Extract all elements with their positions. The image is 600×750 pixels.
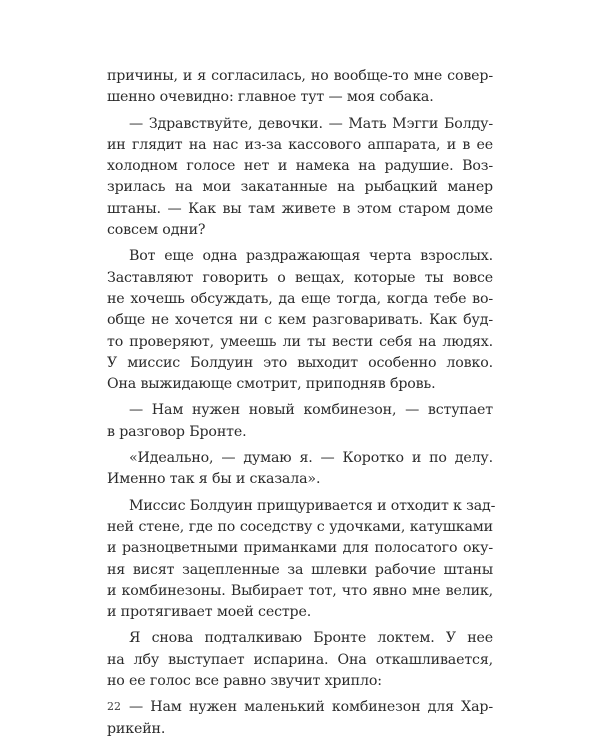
text-line: У миссис Болдуин это выходит особенно ловко.: [107, 354, 493, 371]
text-line: — Здравствуйте, девочки. — Мать Мэгги Болду-: [129, 115, 493, 132]
text-line: ня висят зацепленные за шлевки рабочие штаны: [107, 561, 493, 578]
paragraph: [107, 114, 493, 242]
text-line: ней стене, где по соседству с удочками, катушками: [107, 518, 493, 535]
text-line: причины, и я согласилась, но вообще-то мне совер-: [107, 68, 493, 84]
body-text: [107, 66, 496, 740]
text-line: то проверяют, умеешь ли ты вести себя на людях.: [107, 333, 493, 350]
text-line: и комбинезоны. Выбирает тот, что явно мне велик,: [107, 582, 493, 599]
paragraph: [107, 628, 493, 692]
paragraph: [107, 448, 493, 491]
paragraph: [107, 400, 493, 443]
text-line: «Идеально, — думаю я. — Коротко и по делу.: [129, 450, 493, 467]
text-line: и разноцветными приманками для полосатого оку-: [107, 540, 493, 557]
text-line: холодном голосе нет и намека на радушие. Воз-: [107, 158, 493, 175]
page-number: 22: [107, 700, 121, 713]
text-line: совсем одни?: [107, 222, 206, 239]
text-line: рикейн.: [107, 720, 166, 737]
text-line: на лбу выступает испарина. Она откашливается,: [107, 651, 493, 668]
text-line: — Нам нужен маленький комбинезон для Хар-: [129, 699, 493, 716]
paragraph: [107, 496, 496, 624]
paragraph: [107, 66, 493, 109]
text-line: штаны. — Как вы там живете в этом старом доме: [107, 200, 493, 217]
text-line: и протягивает моей сестре.: [107, 604, 312, 621]
text-line: в разговор Бронте.: [107, 423, 247, 440]
text-line: Вот еще одна раздражающая черта взрослых.: [129, 248, 493, 265]
text-line: Она выжидающе смотрит, приподняв бровь.: [107, 376, 436, 393]
text-line: ин глядит на нас из-за кассового аппарата, и в ее: [107, 136, 493, 153]
text-line: обще не хочется ни с кем разговаривать. Как буд-: [107, 312, 493, 329]
text-line: Миссис Болдуин прищуривается и отходит к зад-: [129, 497, 496, 514]
text-line: но ее голос все равно звучит хрипло:: [107, 673, 382, 690]
text-line: зрилась на мои закатанные на рыбацкий манер: [107, 179, 493, 196]
text-line: Именно так я бы и сказала».: [107, 471, 321, 488]
text-line: не хочешь обсуждать, да еще тогда, когда тебе во-: [107, 290, 493, 307]
text-line: — Нам нужен новый комбинезон, — вступает: [129, 402, 493, 419]
paragraph: [107, 697, 493, 740]
text-line: Я снова подталкиваю Бронте локтем. У нее: [129, 630, 493, 647]
text-line: Заставляют говорить о вещах, которые ты вовсе: [107, 269, 493, 286]
paragraph: [107, 246, 493, 395]
text-line: шенно очевидно: главное тут — моя собака.: [107, 89, 434, 106]
